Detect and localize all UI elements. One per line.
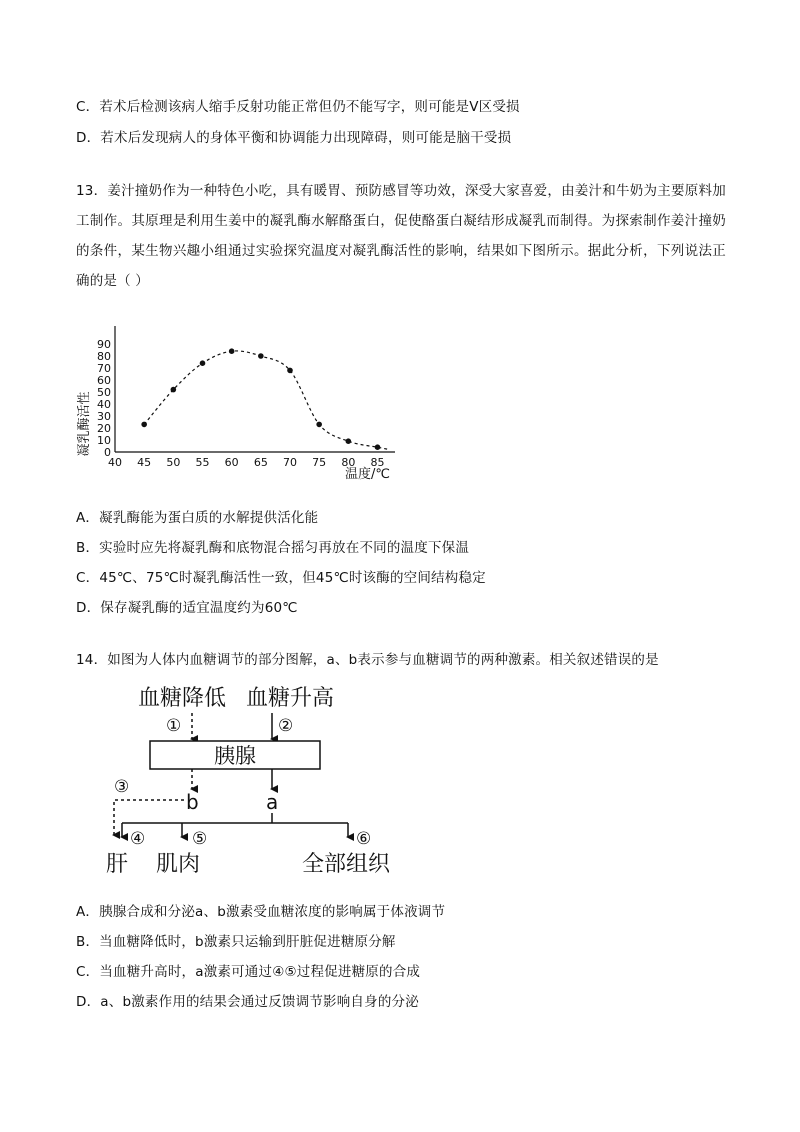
step-5-label: ⑤	[192, 829, 208, 849]
data-point	[287, 368, 293, 374]
data-point	[171, 387, 177, 393]
q14-option-a: A．胰腺合成和分泌a、b激素受血糖浓度的影响属于体液调节	[76, 904, 446, 920]
x-tick-label: 75	[312, 456, 327, 469]
q14-option-b: B．当血糖降低时，b激素只运输到肝脏促进糖原分解	[76, 934, 396, 950]
q13-stem: 13．姜汁撞奶作为一种特色小吃，具有暖胃、预防感冒等功效，深受大家喜爱，由姜汁和牛奶为主要原料加工制作。其原理是利用生姜中的凝乳酶水解酪蛋白，促使酪蛋白凝结形成凝乳而制得。为探索制作姜汁撞奶的条件，某生物兴趣小组通过实验探究温度对凝乳酶活性的影响，结果如下图所示。据此分析，下列说法正确的是（ ）	[76, 183, 726, 289]
step-1-label: ①	[166, 716, 182, 736]
data-point	[375, 444, 381, 450]
blood-sugar-high-label: 血糖升高	[246, 686, 335, 711]
pancreas-label: 胰腺	[214, 744, 256, 768]
y-tick-label: 60	[97, 374, 111, 387]
q12-option-d: D．若术后发现病人的身体平衡和协调能力出现障碍，则可能是脑干受损	[76, 130, 512, 146]
hormone-b-label: b	[186, 790, 199, 814]
y-tick-label: 10	[97, 434, 111, 447]
x-tick-label: 85	[370, 456, 385, 469]
x-tick-label: 60	[224, 456, 239, 469]
step-4-label: ④	[130, 829, 146, 849]
data-point	[200, 360, 206, 366]
x-tick-label: 40	[108, 456, 122, 469]
chart-axes	[115, 326, 395, 452]
enzyme-activity-chart	[70, 318, 410, 488]
path-3	[114, 800, 184, 835]
y-axis-label: 凝乳酶活性	[77, 391, 92, 457]
q12-option-c: C．若术后检测该病人缩手反射功能正常但仍不能写字，则可能是Ⅴ区受损	[76, 99, 520, 115]
step-2-label: ②	[278, 716, 294, 736]
hormone-a-label: a	[266, 790, 279, 814]
blood-sugar-low-label: 血糖降低	[138, 686, 227, 711]
data-point	[346, 438, 352, 444]
x-tick-label: 80	[341, 456, 356, 469]
muscle-label: 肌肉	[156, 852, 201, 877]
chart-points	[141, 348, 380, 450]
data-point	[258, 353, 264, 359]
x-tick-label: 50	[166, 456, 181, 469]
y-tick-label: 20	[97, 422, 111, 435]
q13-option-d: D．保存凝乳酶的适宜温度约为60℃	[76, 600, 298, 616]
x-tick-label: 55	[195, 456, 210, 469]
y-tick-label: 90	[97, 338, 111, 351]
data-point	[141, 422, 147, 428]
x-tick-label: 65	[253, 456, 268, 469]
chart-tick-labels	[97, 338, 385, 469]
y-tick-label: 0	[104, 446, 111, 459]
trend-curve	[144, 351, 387, 449]
x-axis-label: 温度/℃	[345, 467, 390, 482]
q14-stem: 14．如图为人体内血糖调节的部分图解，a、b表示参与血糖调节的两种激素。相关叙述错误的是	[76, 652, 659, 668]
y-tick-label: 40	[97, 398, 111, 411]
y-tick-label: 80	[97, 350, 111, 363]
y-tick-label: 30	[97, 410, 111, 423]
step-3-label: ③	[114, 777, 130, 797]
step-6-label: ⑥	[356, 829, 372, 849]
y-tick-label: 70	[97, 362, 111, 375]
chart-trend-curve	[144, 351, 387, 449]
tissue-label: 全部组织	[302, 852, 391, 877]
x-tick-label: 45	[137, 456, 152, 469]
liver-label: 肝	[106, 852, 129, 877]
q13-option-b: B．实验时应先将凝乳酶和底物混合摇匀再放在不同的温度下保温	[76, 540, 470, 556]
data-point	[229, 348, 235, 354]
q14-option-d: D．a、b激素作用的结果会通过反馈调节影响自身的分泌	[76, 994, 419, 1010]
data-point	[316, 422, 322, 428]
y-tick-label: 50	[97, 386, 111, 399]
q13-option-a: A．凝乳酶能为蛋白质的水解提供活化能	[76, 510, 319, 526]
q13-option-c: C．45℃、75℃时凝乳酶活性一致，但45℃时该酶的空间结构稳定	[76, 570, 486, 586]
x-tick-label: 70	[283, 456, 297, 469]
blood-sugar-diagram	[100, 675, 400, 885]
q14-option-c: C．当血糖升高时，a激素可通过④⑤过程促进糖原的合成	[76, 964, 421, 980]
